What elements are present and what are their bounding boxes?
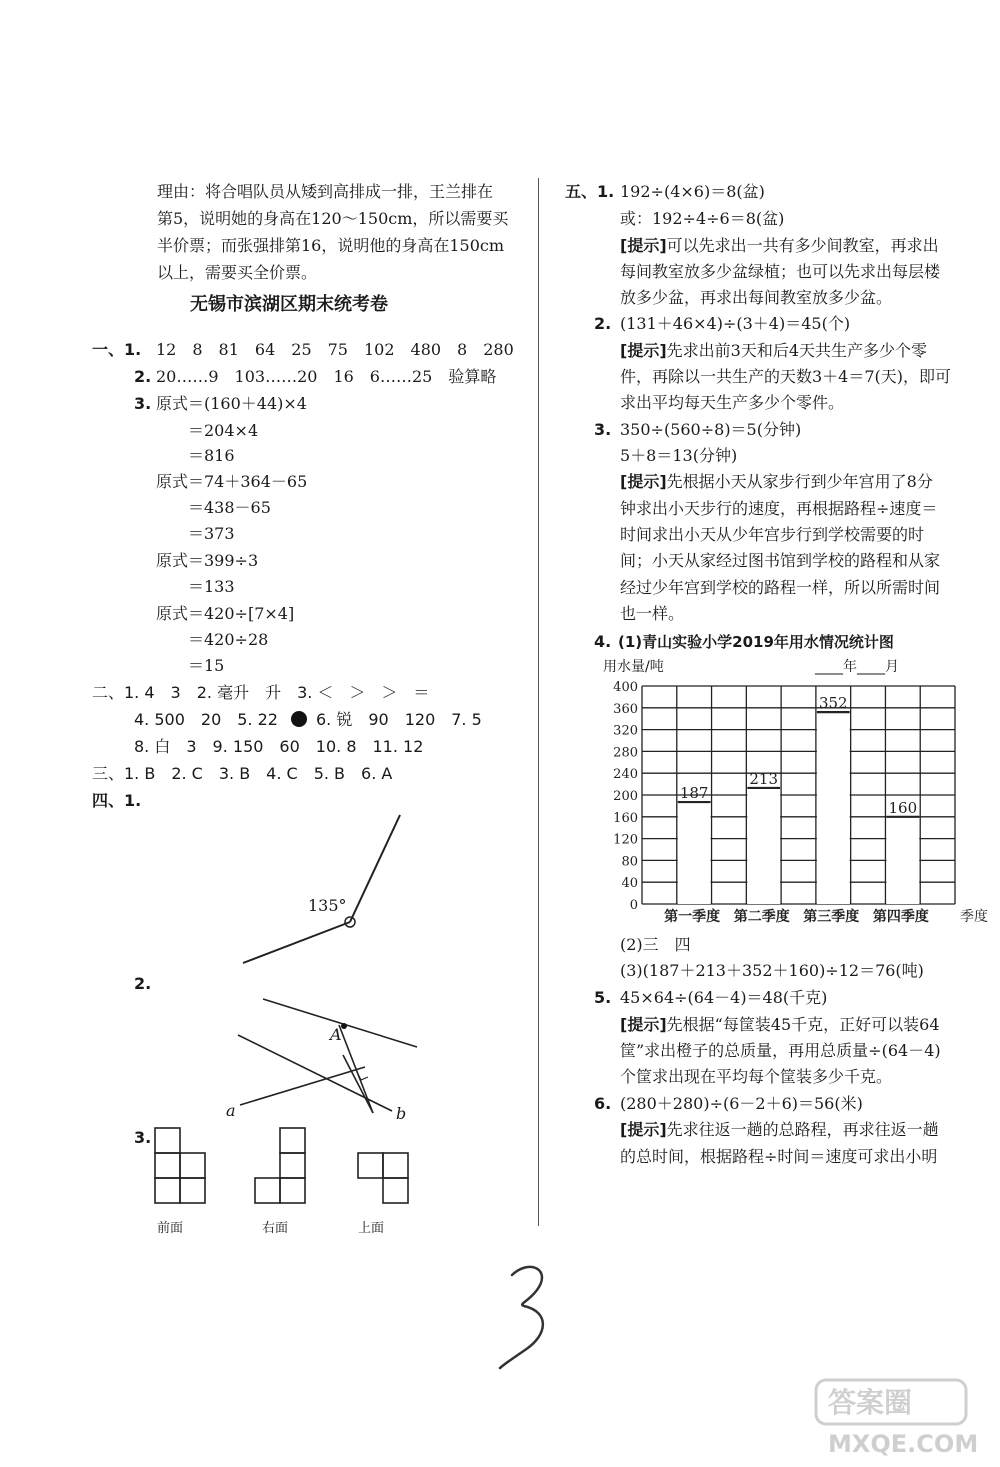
y-tick-label: 80: [621, 854, 638, 870]
point-a-label: A: [330, 1025, 342, 1044]
hint-text: 先根据“每筐装45千克，正好可以装64: [666, 1015, 940, 1034]
q3-hint-6: 也一样。: [620, 604, 685, 623]
y-tick-label: 120: [613, 832, 638, 848]
q1-hint-3: 放多少盆，再求出每间教室放多少盆。: [620, 288, 893, 307]
q3-label: 3.: [594, 420, 612, 439]
q3-hint-2: 钟求出小天步行的速度，再根据路程÷速度＝: [620, 499, 938, 518]
line-b-label: b: [396, 1104, 407, 1123]
s4-label: 四、1.: [92, 791, 142, 810]
s2-line-2b: 6. 锐 90 120 7. 5: [316, 710, 482, 729]
s2-line-2a: 4. 500 20 5. 22: [134, 710, 278, 729]
chart-date-blank: ____年____月: [815, 659, 899, 675]
q3-line-1: 350÷(560÷8)＝5(分钟): [620, 420, 802, 439]
category-label: 第三季度: [803, 909, 860, 925]
q3-line-2: 5＋8＝13(分钟): [620, 446, 738, 465]
y-tick-label: 0: [629, 898, 638, 913]
reason-line-3: 半价票；而张强排第16，说明他的身高在150cm: [157, 236, 505, 255]
q5-label: 5.: [594, 988, 612, 1007]
category-label: 第四季度: [872, 909, 929, 925]
calc-line: 原式＝399÷3: [156, 551, 259, 570]
calc-line: ＝816: [188, 446, 235, 465]
bar-value-label: 213: [749, 769, 779, 788]
y-tick-label: 320: [613, 723, 638, 739]
y-tick-label: 360: [613, 701, 638, 717]
bar-value-label: 187: [679, 784, 709, 803]
bar-value-label: 160: [888, 798, 918, 817]
s1-q2-label: 2.: [134, 367, 152, 386]
q5-hint-3: 个筐求出现在平均每个筐装多少千克。: [620, 1067, 893, 1086]
q3-hint-5: 经过少年宫到学校的路程一样，所以所需时间: [620, 578, 941, 597]
q4-sub2: (2)三 四: [620, 935, 691, 954]
hint-label: [提示]: [620, 472, 667, 491]
category-label: 第一季度: [664, 909, 721, 925]
s4-q3-label: 3.: [134, 1128, 152, 1147]
y-tick-label: 200: [613, 789, 638, 804]
svg-text:MXQE.COM: MXQE.COM: [828, 1430, 979, 1458]
calc-line: 原式＝(160＋44)×4: [156, 394, 307, 413]
calc-line: ＝438－65: [188, 498, 271, 517]
chart-ylabel: 用水量/吨: [603, 659, 664, 675]
q6-label: 6.: [594, 1094, 612, 1113]
calc-line: ＝204×4: [188, 421, 259, 440]
calc-line: ＝373: [188, 524, 235, 543]
bar-value-label: 352: [818, 694, 848, 713]
q2-answer: (131＋46×4)÷(3＋4)＝45(个): [620, 314, 851, 333]
front-view-label: 前面: [157, 1221, 184, 1236]
s2-line-3: 8. 白 3 9. 150 60 10. 8 11. 12: [134, 737, 424, 756]
s4-q2-label: 2.: [134, 974, 152, 993]
angle-label: 135°: [308, 896, 347, 915]
hint-text: 先求往返一趟的总路程，再求往返一趟: [666, 1120, 939, 1139]
reason-line-2: 第5，说明她的身高在120～150cm，所以需要买: [157, 209, 509, 228]
line-a-label: a: [226, 1101, 236, 1120]
s1-q3-label: 3.: [134, 394, 152, 413]
calc-line: 原式＝420÷[7×4]: [156, 604, 295, 623]
reason-line-4: 以上，需要买全价票。: [157, 263, 318, 282]
hint-label: [提示]: [620, 341, 667, 360]
calc-line: ＝15: [188, 656, 225, 675]
q1-line-2: 或：192÷4÷6＝8(盆): [620, 209, 785, 228]
q1-hint-2: 每间教室放多少盆绿植；也可以先求出每层楼: [620, 262, 941, 281]
q3-hint-4: 间；小天从家经过图书馆到学校的路程和从家: [620, 551, 941, 570]
q6-answer: (280＋280)÷(6－2＋6)＝56(米): [620, 1094, 863, 1113]
hint-text: 先根据小天从家步行到少年宫用了8分: [666, 472, 933, 491]
q2-hint-3: 求出平均每天生产多少个零件。: [620, 393, 845, 412]
q4-label: 4.: [594, 632, 612, 651]
hint-label: [提示]: [620, 1015, 667, 1034]
s2-line-1: 二、1. 4 3 2. 毫升 升 3. ＜ ＞ ＞ ＝: [92, 683, 430, 702]
reason-line-1: 理由：将合唱队员从矮到高排成一排，王兰排在: [157, 182, 494, 201]
y-tick-label: 400: [613, 680, 638, 695]
y-tick-label: 240: [613, 767, 638, 783]
q5-answer: 45×64÷(64－4)＝48(千克): [620, 988, 828, 1007]
top-view-label: 上面: [358, 1221, 385, 1236]
hint-label: [提示]: [620, 236, 667, 255]
calc-line: ＝133: [188, 577, 235, 596]
chart-title: (1)青山实验小学2019年用水情况统计图: [618, 633, 894, 651]
s3-answers: 三、1. B 2. C 3. B 4. C 5. B 6. A: [92, 764, 393, 783]
q1-line-1: 192÷(4×6)＝8(盆): [620, 182, 765, 201]
y-tick-label: 160: [613, 810, 638, 826]
calc-line: 原式＝74＋364－65: [156, 472, 308, 491]
calc-line: ＝420÷28: [188, 630, 269, 649]
hint-text: 先求出前3天和后4天共生产多少个零: [666, 341, 928, 360]
q6-hint-2: 的总时间，根据路程÷时间＝速度可求出小明: [620, 1147, 938, 1166]
q2-hint-2: 件，再除以一共生产的天数3＋4＝7(天)，即可: [620, 367, 952, 386]
q4-sub3: (3)(187＋213＋352＋160)÷12＝76(吨): [620, 961, 924, 980]
category-label: 第二季度: [733, 909, 790, 925]
q2-label: 2.: [594, 314, 612, 333]
hint-text: 可以先求出一共有多少间教室，再求出: [666, 236, 939, 255]
svg-text:答案圈: 答案圈: [828, 1386, 913, 1419]
hint-label: [提示]: [620, 1120, 667, 1139]
s1-q2-answer: 20……9 103……20 16 6……25 验算略: [156, 367, 497, 386]
exam-title: 无锡市滨湖区期末统考卷: [190, 294, 388, 315]
s1-q1-answer: 12 8 81 64 25 75 102 480 8 280: [156, 340, 514, 359]
right-view-label: 右面: [262, 1221, 289, 1236]
q3-hint-3: 时间求出小天从少年宫步行到学校需要的时: [620, 525, 925, 544]
q5-hint-2: 筐”求出橙子的总质量，再用总质量÷(64－4): [620, 1041, 941, 1060]
s5-label: 五、1.: [565, 182, 615, 201]
y-tick-label: 40: [621, 876, 638, 892]
chart-xlabel: 季度: [960, 909, 988, 925]
y-tick-label: 280: [613, 745, 638, 761]
s1-label: 一、1.: [92, 340, 142, 359]
